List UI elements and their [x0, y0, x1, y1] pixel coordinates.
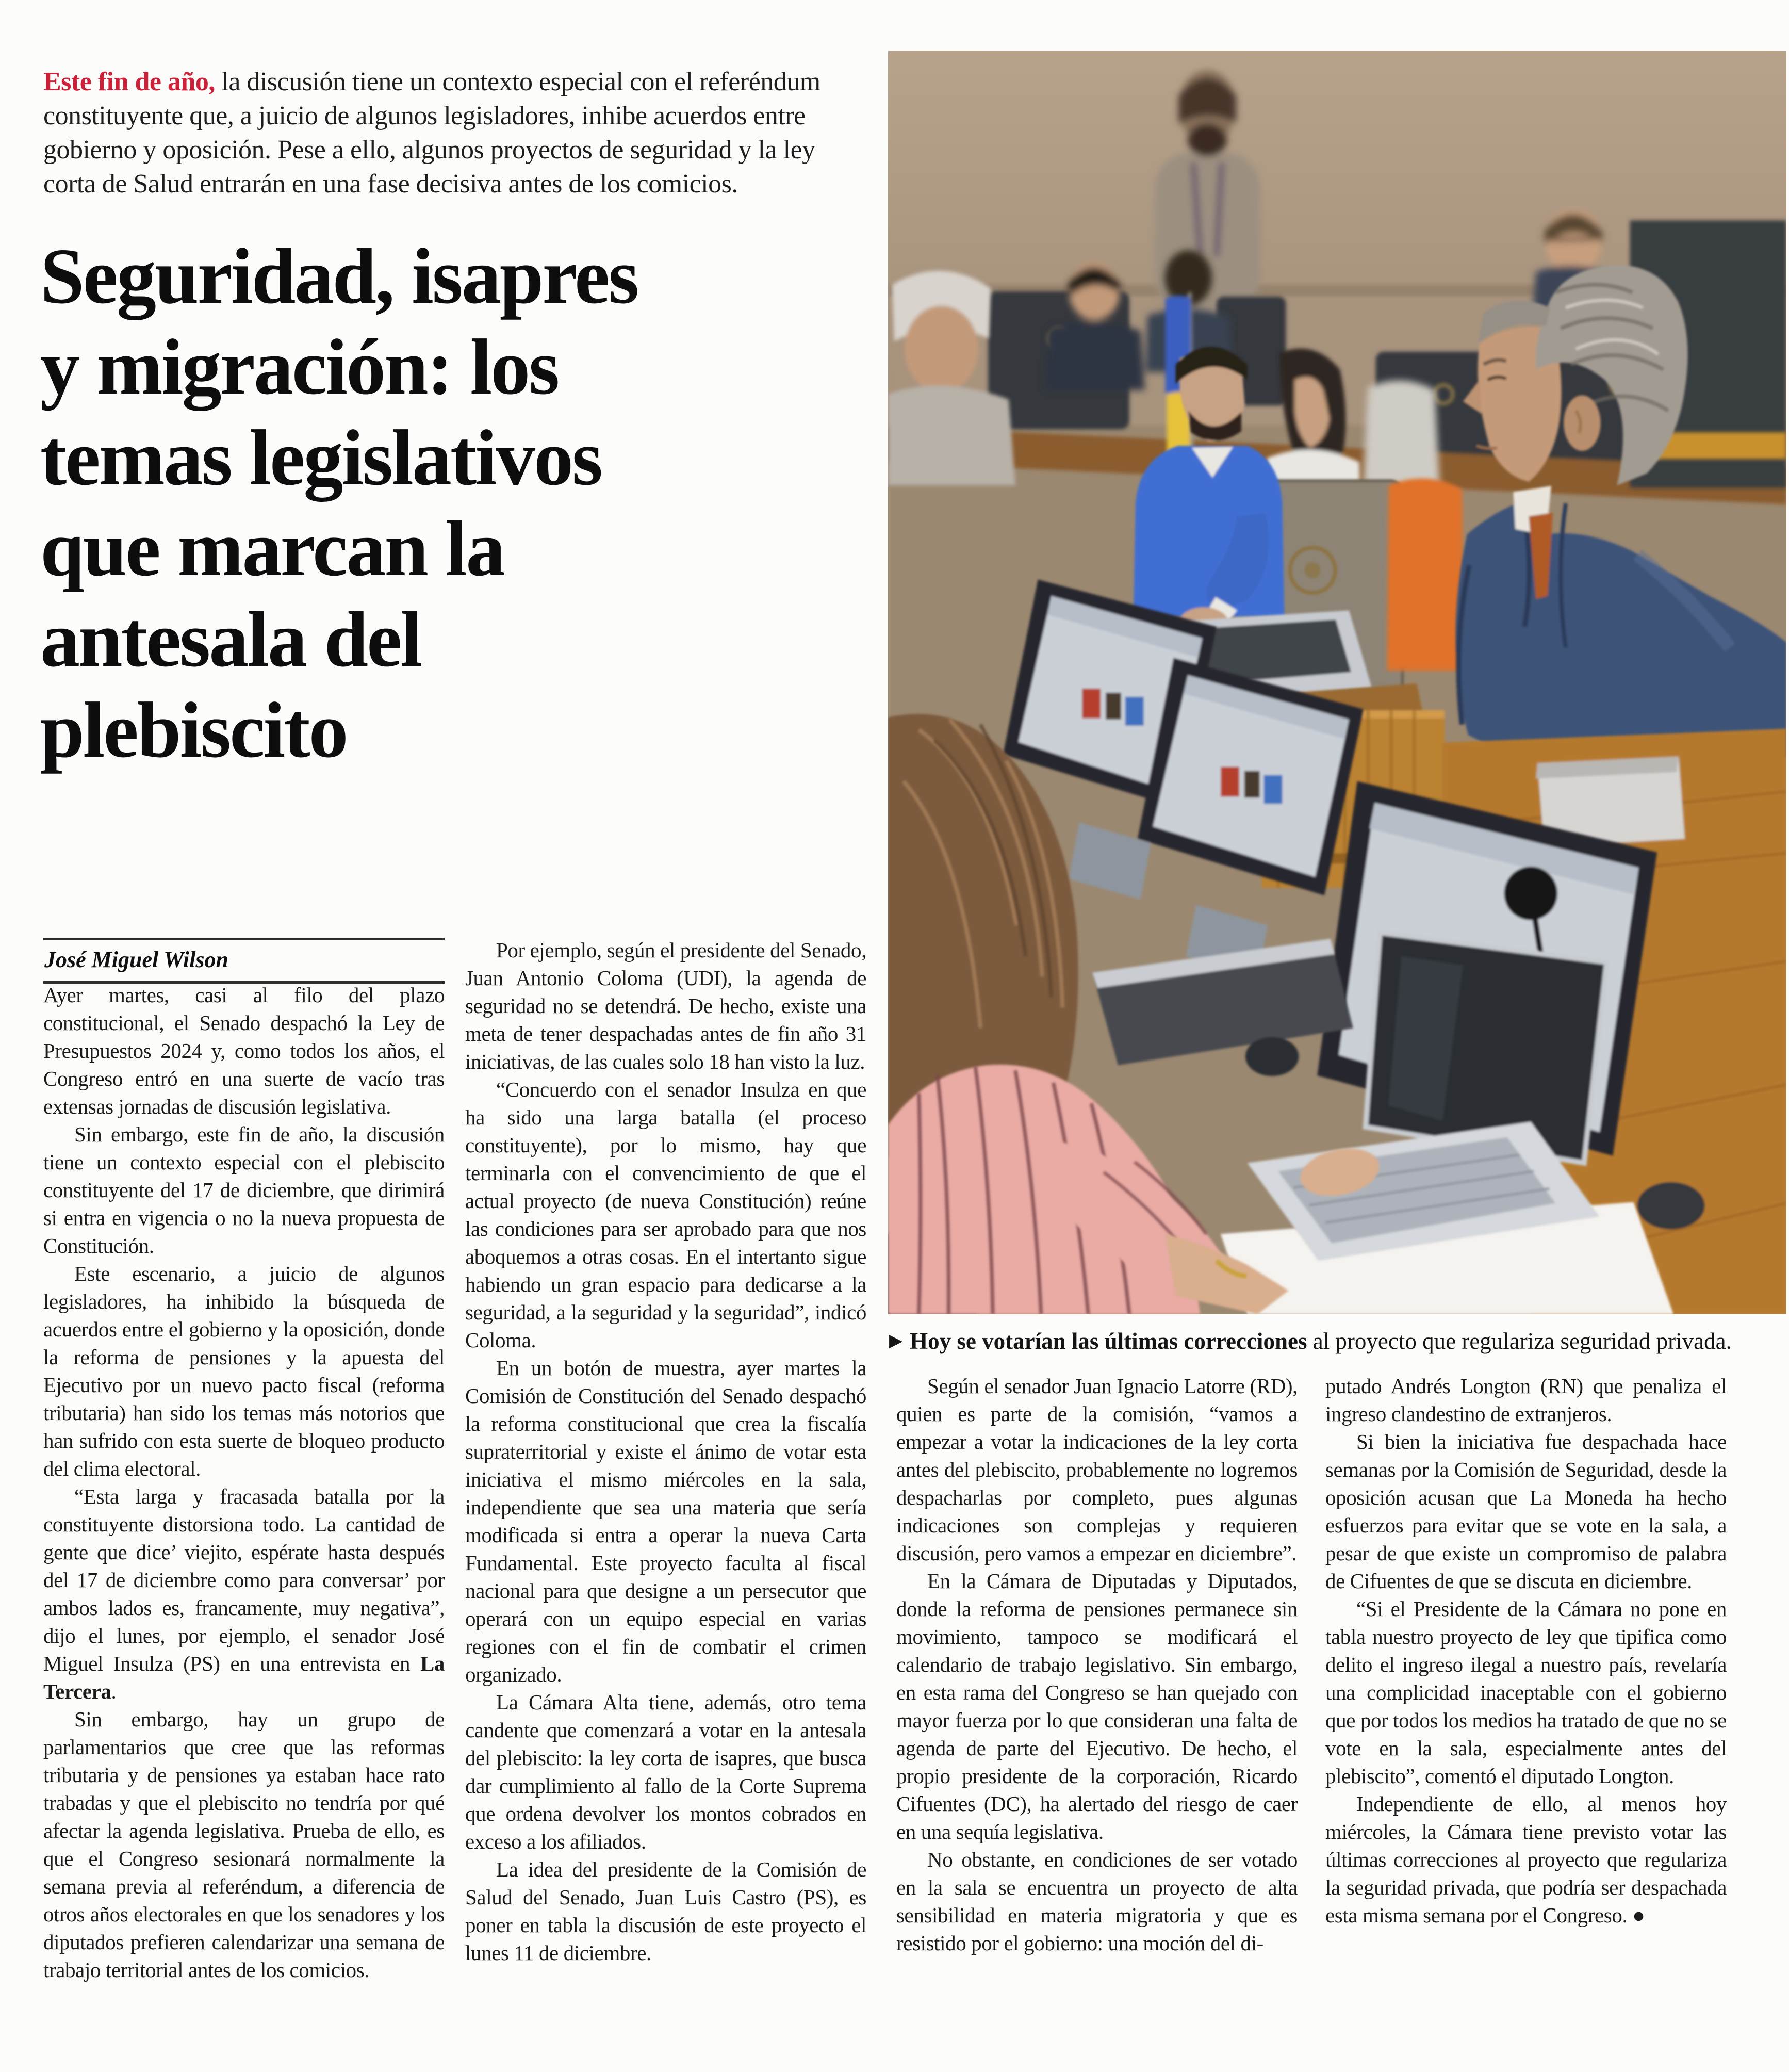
paragraph: En un botón de muestra, ayer martes la Comisión de Constitución del Senado despachó la reforma constitucional que crea la fiscalía supraterritorial y existe el ánimo de votar esta iniciativa el mismo miércoles en la sala, independiente que sea una materia que sería modificada si entra a operar la nueva Carta Fundamental. Este proyecto faculta al fiscal nacional para que designe a un persecutor que operará con un equipo especial en varias regiones con el fin de combatir el crimen organizado. — [465, 1356, 866, 1686]
article-column-3 — [896, 1372, 1298, 2058]
paragraph: No obstante, en condiciones de ser votado en la sala se encuentra un proyecto de alta sensibilidad en materia migratoria y que es resistido por el gobierno: una moción del di- — [896, 1848, 1298, 1955]
paragraph — [43, 1482, 445, 1705]
byline: José Miguel Wilson — [44, 947, 228, 972]
paragraph: En la Cámara de Diputadas y Diputados, donde la reforma de pensiones permanece sin movimiento, tampoco se modificará el calendario de trabajo legislativo. Sin embargo, en esta rama del Congreso se han quejado con mayor fuerza por lo que consideran una falta de agenda de parte del Ejecutivo. De hecho, el propio presidente de la corporación, Ricardo Cifuentes (DC), ha alertado del riesgo de caer en una sequía legislativa. — [896, 1569, 1298, 1843]
paragraph: La Cámara Alta tiene, además, otro tema candente que comenzará a votar en la antesala del plebiscito: la ley corta de isapres, que busca dar cumplimiento al fallo de la Corte Suprema que ordena devolver los montos cobrados en exceso a los afiliados. — [465, 1690, 866, 1853]
paragraph: Independiente de ello, al menos hoy miércoles, la Cámara tiene previsto votar las últimas correcciones al proyecto que regulariza la seguridad privada, que podría ser despachada esta misma semana por el Congreso. ● — [1325, 1792, 1727, 1927]
headline-line: que marcan la — [40, 505, 504, 593]
headline-line: plebiscito — [40, 687, 347, 774]
publication-name: La Tercera — [43, 1652, 445, 1703]
dark-laptop — [1092, 939, 1353, 1076]
paragraph: Ayer martes, casi al filo del plazo constitucional, el Senado despachó la Ley de Presupuestos 2024 y, como todos los años, el Congreso entró en una suerte de vacío tras extensas jornadas de discusión legislativa. — [43, 983, 445, 1118]
computer-mouse — [1637, 1182, 1704, 1230]
article-column-2 — [465, 936, 866, 2055]
photo-caption — [889, 1327, 1789, 1358]
paragraph: Por ejemplo, según el presidente del Senado, Juan Antonio Coloma (UDI), la agenda de seguridad no se detendrá. De hecho, existe una meta de tener despachadas antes de fin año 31 iniciativas, de las cuales solo 18 han visto la luz. — [465, 938, 866, 1073]
headline-line: antesala del — [40, 596, 421, 683]
headline — [40, 231, 876, 776]
paragraph: “Concuerdo con el senador Insulza en que ha sido una larga batalla (el proceso constituyente), por lo mismo, hay que terminarla con el convencimiento de que el actual proyecto (de nueva Constitución) reúne las condiciones para ser aprobado para que nos aboquemos a otras cosas. En el intertanto sigue habiendo un gran espacio para dedicarse a la seguridad, a la seguridad y la seguridad”, indicó Coloma. — [465, 1078, 866, 1352]
paragraph: “Si el Presidente de la Cámara no pone en tabla nuestro proyecto de ley que tipifica como delito el ingreso ilegal a nuestro país, revelaría una complicidad inaceptable con el gobierno que por todos los medios ha tratado de que no se vote en la sala, especialmente antes del plebiscito”, comentó el diputado Longton. — [1325, 1597, 1727, 1788]
sentence-end: . — [111, 1679, 117, 1703]
quote-text: “Esta larga y fracasada batalla por la constituyente distorsiona todo. La cantidad de gente que dice’ viejito, espérate hasta después del 17 de diciembre como para conversar’ por ambos lados es, francamente, muy negativa”, dijo el lunes, por ejemplo, el senador José Miguel Insulza (PS) en una entrevista en — [43, 1484, 445, 1675]
article-column-1 — [43, 981, 445, 2054]
headline-line: Seguridad, isapres — [40, 233, 638, 320]
intro-rest: la discusión tiene un contexto especial con el referéndum constituyente que, a juicio de algunos legisladores, inhibe acuerdos entre gobierno y oposición. Pese a ello, algunos proyectos de seguridad y la ley corta de Salud entrarán en una fase decisiva antes de los comicios. — [43, 67, 820, 199]
paragraph: Si bien la iniciativa fue despachada hace semanas por la Comisión de Seguridad, desde la oposición acusan que La Moneda ha hecho esfuerzos para evitar que se vote en la sala, a pesar de que existe un compromiso de palabra de Cifuentes de que se discuta en diciembre. — [1325, 1430, 1727, 1593]
legislative-session-photo-illustration — [888, 51, 1786, 1314]
caption-arrow-icon: ▶ — [889, 1330, 903, 1351]
paragraph: Sin embargo, hay un grupo de parlamentarios que cree que las reformas tributaria y de pensiones ya estaban hace rato trabadas y que el plebiscito no tendría por qué afectar la agenda legislativa. Prueba de ello, es que el Congreso sesionará normalmente la semana previa al referéndum, a diferencia de otros años electorales en que los senadores y los diputados prefieren calendarizar una semana de trabajo territorial antes de los comicios. — [43, 1707, 445, 1982]
article-column-4 — [1325, 1372, 1727, 2058]
paragraph: La idea del presidente de la Comisión de Salud del Senado, Juan Luis Castro (PS), es poner en tabla la discusión de este proyecto el lunes 11 de diciembre. — [465, 1857, 866, 1965]
paragraph: Según el senador Juan Ignacio Latorre (RD), quien es parte de la comisión, “vamos a empezar a votar la indicaciones de la ley corta antes del plebiscito, probablemente no logremos despacharlas por completo, pues algunas indicaciones son complejas y requieren discusión, pero vamos a empezar en diciembre”. — [896, 1374, 1298, 1565]
person-in-orange — [1387, 479, 1464, 671]
headline-line: y migración: los — [40, 323, 559, 411]
intro-paragraph — [43, 65, 863, 201]
headline-line: temas legislativos — [40, 414, 601, 502]
paragraph: Sin embargo, este fin de año, la discusión tiene un contexto especial con el plebiscito constituyente del 17 de diciembre, que dirimirá si entra en vigencia o no la nueva propuesta de Constitución. — [43, 1122, 445, 1258]
paragraph: Este escenario, a juicio de algunos legisladores, ha inhibido la búsqueda de acuerdos entre el gobierno y la oposición, donde la reforma de pensiones y la apuesta del Ejecutivo por un nuevo pacto fiscal (reforma tributaria) han sido los temas más notorios que han sufrido con esta suerte de bloqueo producto del clima electoral. — [43, 1262, 445, 1480]
byline-block — [43, 938, 445, 984]
photo — [888, 51, 1786, 1314]
caption-bold: Hoy se votarían las últimas correcciones — [910, 1328, 1307, 1354]
caption-rest: al proyecto que regulariza seguridad privada. — [1307, 1328, 1732, 1354]
microphone — [1504, 867, 1558, 920]
paragraph: putado Andrés Longton (RN) que penaliza el ingreso clandestino de extranjeros. — [1325, 1374, 1727, 1426]
intro-lead: Este fin de año, — [43, 67, 215, 96]
